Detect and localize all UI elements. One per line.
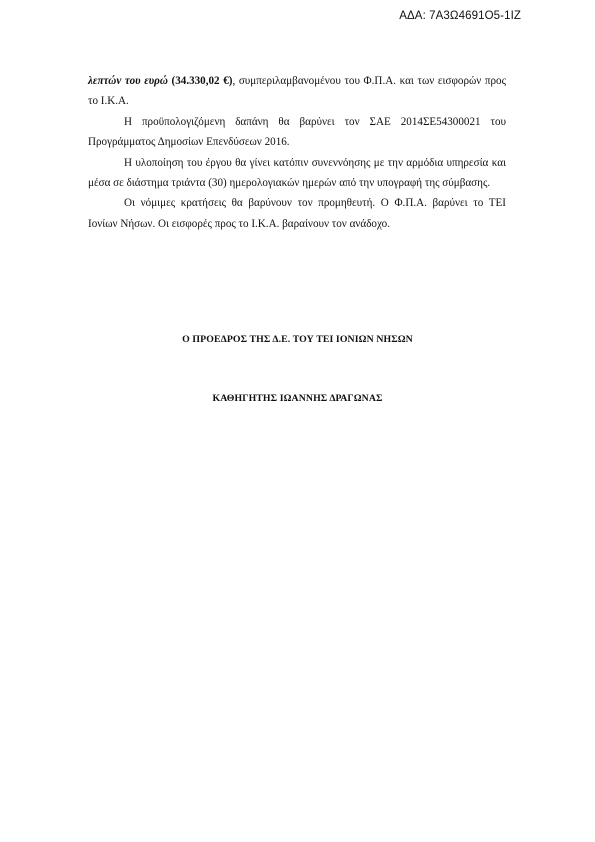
amount-figure: (34.330,02 €) bbox=[171, 75, 233, 87]
amount-words: λεπτών του ευρώ bbox=[88, 75, 168, 87]
paragraph-implementation: Η υλοποίηση του έργου θα γίνει κατόπιν συνεννόησης με την αρμόδια υπηρεσία και μέσα σε διάστημα τριάντα (30) ημερολογιακών ημερών από την υπογραφή της σύμβασης. bbox=[88, 156, 506, 190]
signatory-title: Ο ΠΡΟΕΔΡΟΣ ΤΗΣ Δ.Ε. ΤΟΥ ΤΕΙ ΙΟΝΙΩΝ ΝΗΣΩΝ bbox=[182, 334, 413, 345]
paragraph-deductions: Οι νόμιμες κρατήσεις θα βαρύνουν τον προμηθευτή. Ο Φ.Π.Α. βαρύνει το ΤΕΙ Ιονίων Νήσων. Οι εισφορές προς το Ι.Κ.Α. βαραίνουν τον ανάδοχο. bbox=[88, 197, 506, 230]
amount-rest: , συμπεριλαμβανομένου του Φ.Π.Α. και των εισφορών προς το Ι.Κ.Α. bbox=[88, 75, 506, 108]
ada-code: ΑΔΑ: 7Α3Ω4691Ο5-1ΙΖ bbox=[399, 10, 521, 22]
signatory-name: ΚΑΘΗΓΗΤΗΣ ΙΩΑΝΝΗΣ ΔΡΑΓΩΝΑΣ bbox=[212, 393, 383, 404]
paragraph-budget: Η προϋπολογιζόμενη δαπάνη θα βαρύνει τον ΣΑΕ 2014ΣΕ54300021 του Προγράμματος Δημοσίων Επενδύσεων 2016. bbox=[88, 115, 506, 149]
paragraph-amount bbox=[88, 71, 506, 112]
document-body bbox=[88, 71, 506, 234]
